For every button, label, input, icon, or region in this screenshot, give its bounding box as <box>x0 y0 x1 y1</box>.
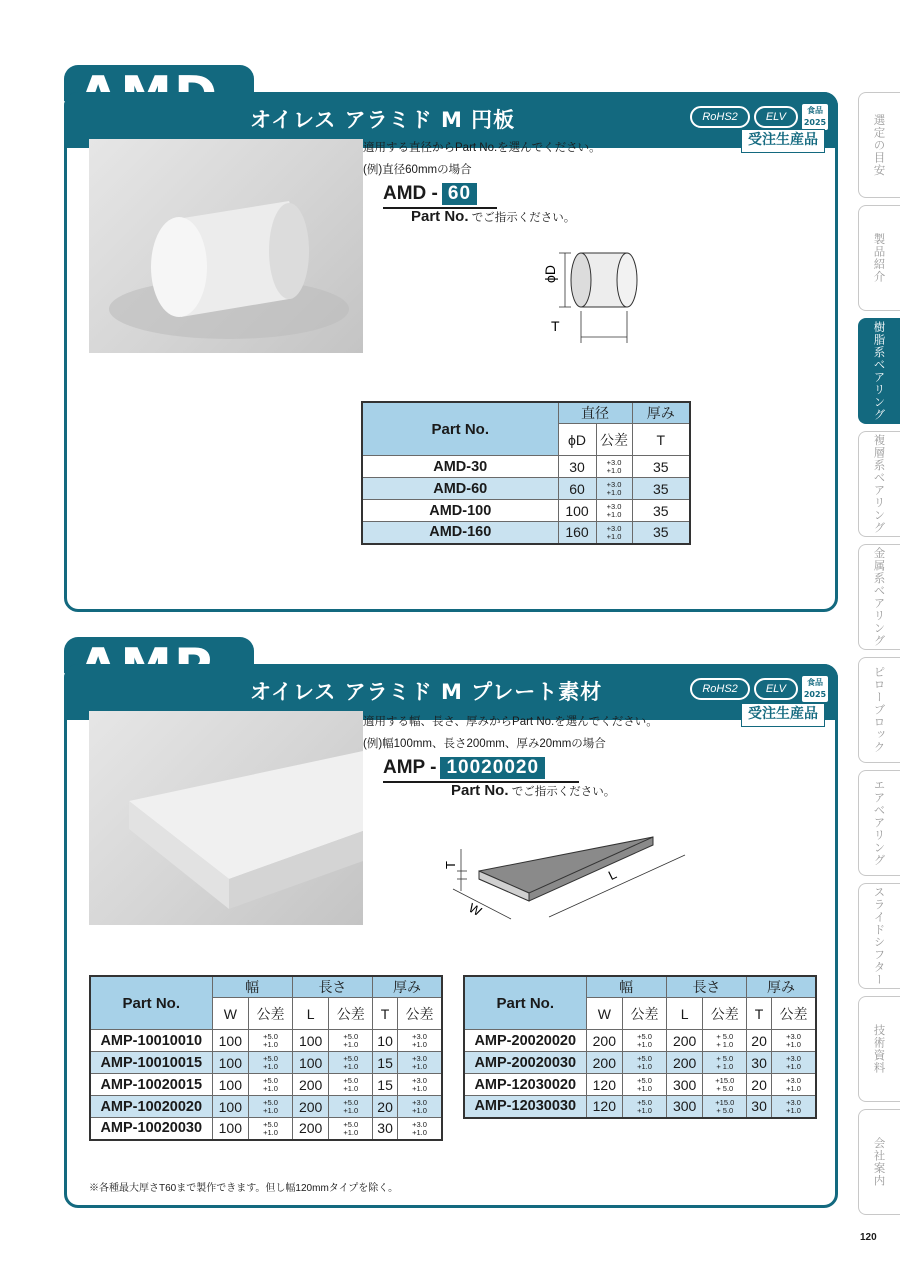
amp-pn-note: Part No. でご指示ください。 <box>451 782 616 799</box>
amp-instruction-2: (例)幅100mm、長さ200mm、厚み20mmの場合 <box>363 738 606 750</box>
side-tab-pillow-block[interactable]: ピローブロック <box>858 657 900 763</box>
amp-instruction-1: 適用する幅、長さ、厚みからPart No.を選んでください。 <box>363 716 658 728</box>
amd-th-part-no: Part No. <box>362 402 558 456</box>
amp-pn-example: AMP - 10020020 <box>383 757 545 779</box>
amp-spec-table-right: Part No. 幅 長さ 厚み W 公差 L 公差 T 公差 AMP-20020020 200 +5.0 +1.0 200 + 5.0 + 1.0 20 +3.0 +1.0 AMP-20020030 200 +5.0 +1.0 200 + 5.0 + 1.0 30 +3.0 +1.0 AMP-12030020 120 +5.0 +1.0 300 +15.0 + 5.0 20 +3.0 +1.0 AMP-12030030 120 +5.0 +1.0 300 +15.0 + 5.0 30 +3.0 +1.0 <box>463 975 817 1119</box>
elv-badge: ELV <box>754 678 798 700</box>
made-to-order-label: 受注生産品 <box>741 703 825 727</box>
disc-image-icon <box>89 139 363 353</box>
amd-th-phid: ϕD <box>558 424 596 456</box>
table-row: AMP-20020030 200 +5.0 +1.0 200 + 5.0 + 1.0 30 +3.0 +1.0 <box>464 1052 816 1074</box>
amd-th-tol: 公差 <box>596 424 632 456</box>
amd-section <box>64 92 838 612</box>
side-tab-resin-bearings[interactable]: 樹脂系ベアリング <box>858 318 900 424</box>
side-tab-air-bearing[interactable]: エアベアリング <box>858 770 900 876</box>
table-row: AMP-10010015 100 +5.0 +1.0 100 +5.0 +1.0 15 +3.0 +1.0 <box>90 1052 442 1074</box>
amd-badges <box>690 104 828 130</box>
amd-th-thickness: 厚み <box>632 402 690 424</box>
table-row: AMD-160 160 +3.0 +1.0 35 <box>362 522 690 544</box>
table-row: AMP-12030030 120 +5.0 +1.0 300 +15.0 + 5.0 30 +3.0 +1.0 <box>464 1096 816 1118</box>
table-row: AMD-100 100 +3.0 +1.0 35 <box>362 500 690 522</box>
table-row: AMD-60 60 +3.0 +1.0 35 <box>362 478 690 500</box>
amd-diagram-phid: ϕD <box>542 265 558 283</box>
rohs-badge: RoHS2 <box>690 678 749 700</box>
amd-example-value: 60 <box>442 183 477 205</box>
table-row: AMP-10020015 100 +5.0 +1.0 200 +5.0 +1.0 15 +3.0 +1.0 <box>90 1074 442 1096</box>
amd-th-diameter: 直径 <box>558 402 632 424</box>
table-row: AMP-20020020 200 +5.0 +1.0 200 + 5.0 + 1.0 20 +3.0 +1.0 <box>464 1030 816 1052</box>
amd-diagram-t: T <box>551 318 560 334</box>
side-tab-products[interactable]: 製品紹介 <box>858 205 900 311</box>
rohs-badge: RoHS2 <box>690 106 749 128</box>
amp-product-photo <box>89 711 363 925</box>
elv-badge: ELV <box>754 106 798 128</box>
amp-diagram-t: T <box>443 861 458 869</box>
table-row: AMP-12030020 120 +5.0 +1.0 300 +15.0 + 5.0 20 +3.0 +1.0 <box>464 1074 816 1096</box>
side-tab-slide-shifter[interactable]: スライドシフター <box>858 883 900 989</box>
amp-spec-table-left: Part No. 幅 長さ 厚み W 公差 L 公差 T 公差 AMP-10010010 100 +5.0 +1.0 100 +5.0 +1.0 10 +3.0 +1.0 AMP-10010015 100 +5.0 +1.0 100 +5.0 +1.0 15 +3.0 +1.0 AMP-10020015 100 +5.0 +1.0 200 +5.0 +1.0 15 +3.0 +1.0 AMP-10020020 100 +5.0 +1.0 200 +5.0 +1.0 20 +3.0 +1.0 AMP-10020030 100 +5.0 +1.0 200 +5.0 +1.0 30 +3.0 +1.0 <box>89 975 443 1141</box>
amd-pn-note: Part No. でご指示ください。 <box>411 208 576 225</box>
amd-instruction-2: (例)直径60mmの場合 <box>363 164 472 176</box>
amd-pn-example: AMD - 60 <box>383 183 477 205</box>
side-tab-selection-guide[interactable]: 選定の目安 <box>858 92 900 198</box>
amp-dimension-diagram <box>439 831 699 927</box>
amp-diagram-w: W <box>466 900 485 920</box>
amp-diagram-l: L <box>605 866 619 884</box>
made-to-order-label: 受注生産品 <box>741 129 825 153</box>
amd-dimension-diagram <box>535 239 645 351</box>
amd-th-t: T <box>632 424 690 456</box>
plate-image-icon <box>89 711 363 925</box>
side-tab-technical-data[interactable]: 技術資料 <box>858 996 900 1102</box>
amd-instruction-1: 適用する直径からPart No.を選んでください。 <box>363 142 601 154</box>
amp-example-value: 10020020 <box>440 757 545 779</box>
table-row: AMP-10020030 100 +5.0 +1.0 200 +5.0 +1.0 30 +3.0 +1.0 <box>90 1118 442 1140</box>
table-row: AMP-10010010 100 +5.0 +1.0 100 +5.0 +1.0 10 +3.0 +1.0 <box>90 1030 442 1052</box>
amp-footnote: ※各種最大厚さT60まで製作できます。但し幅120mmタイプを除く。 <box>89 1183 399 1194</box>
amp-section <box>64 664 838 1208</box>
side-tab-company-info[interactable]: 会社案内 <box>858 1109 900 1215</box>
amd-spec-table <box>361 401 691 545</box>
amd-product-photo <box>89 139 363 353</box>
page-number: 120 <box>860 1232 877 1243</box>
table-row: AMD-30 30 +3.0 +1.0 35 <box>362 456 690 478</box>
amp-title: オイレス アラミド M プレート素材 <box>250 680 603 704</box>
amd-title: オイレス アラミド M 円板 <box>250 108 516 132</box>
side-tab-metal-bearings[interactable]: 金属系ベアリング <box>858 544 900 650</box>
side-tab-multilayer-bearings[interactable]: 複層系ベアリング <box>858 431 900 537</box>
food-badge: 食品 2025 <box>802 676 828 702</box>
table-row: AMP-10020020 100 +5.0 +1.0 200 +5.0 +1.0 20 +3.0 +1.0 <box>90 1096 442 1118</box>
amp-badges <box>690 676 828 702</box>
food-badge: 食品 2025 <box>802 104 828 130</box>
